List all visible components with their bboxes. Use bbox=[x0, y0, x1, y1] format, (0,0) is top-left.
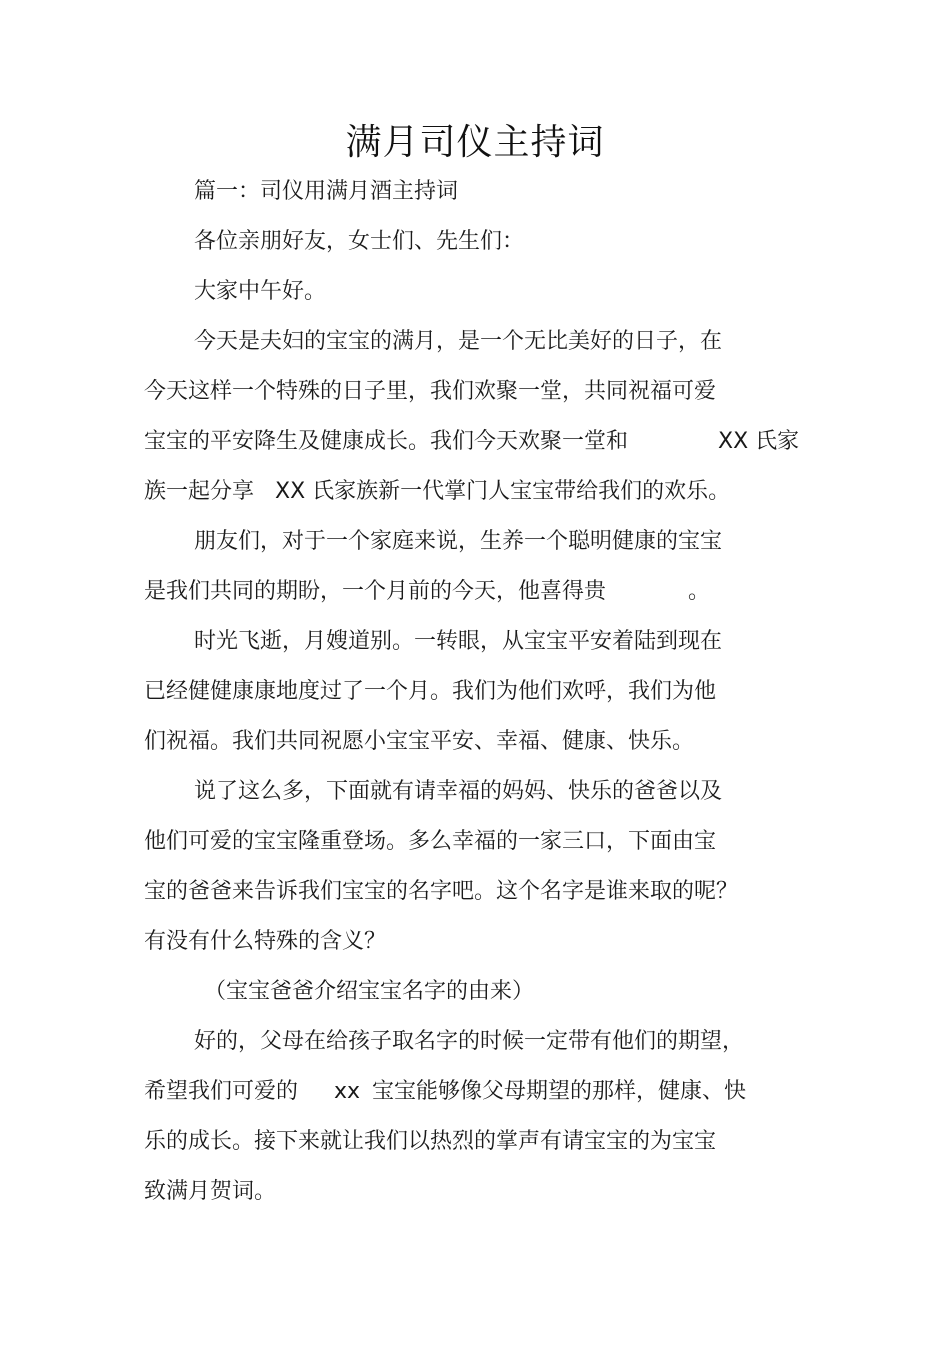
paragraph-line: 说了这么多，下面就有请幸福的妈妈、快乐的爸爸以及 bbox=[194, 779, 723, 804]
paragraph-line: 有没有什么特殊的含义？ bbox=[144, 929, 387, 954]
paragraph-line: 致满月贺词。 bbox=[144, 1179, 277, 1204]
paragraph-line: 已经健健康康地度过了一个月。我们为他们欢呼，我们为他 bbox=[144, 679, 717, 704]
paragraph-line-fragment: 。 bbox=[688, 579, 711, 604]
section-heading: 篇一：司仪用满月酒主持词 bbox=[194, 179, 459, 204]
paragraph-line-fragment: XX 氏家族新一代掌门人宝宝带给我们的欢乐。 bbox=[275, 479, 731, 504]
paragraph-line: 今天是夫妇的宝宝的满月，是一个无比美好的日子，在 bbox=[194, 329, 723, 354]
paragraph-line: 族一起分享 bbox=[144, 479, 255, 504]
paragraph-line: 是我们共同的期盼，一个月前的今天，他喜得贵 bbox=[144, 579, 607, 604]
paragraph-line: 他们可爱的宝宝隆重登场。多么幸福的一家三口，下面由宝 bbox=[144, 829, 717, 854]
paragraph-line-fragment: 宝宝能够像父母期望的那样，健康、快 bbox=[372, 1079, 747, 1104]
paragraph-line: 时光飞逝，月嫂道别。一转眼，从宝宝平安着陆到现在 bbox=[194, 629, 723, 654]
paragraph-line: 好的，父母在给孩子取名字的时候一定带有他们的期望， bbox=[194, 1029, 745, 1054]
paragraph-line: 今天这样一个特殊的日子里，我们欢聚一堂，共同祝福可爱 bbox=[144, 379, 717, 404]
paragraph-line: 乐的成长。接下来就让我们以热烈的掌声有请宝宝的为宝宝 bbox=[144, 1129, 717, 1154]
paragraph-line: 各位亲朋好友，女士们、先生们： bbox=[194, 229, 525, 254]
document-title: 满月司仪主持词 bbox=[345, 122, 605, 163]
stage-direction: （宝宝爸爸介绍宝宝名字的由来） bbox=[204, 979, 535, 1004]
paragraph-line: 宝宝的平安降生及健康成长。我们今天欢聚一堂和 bbox=[144, 429, 629, 454]
paragraph-line: 大家中午好。 bbox=[194, 279, 327, 304]
paragraph-line: 朋友们，对于一个家庭来说，生养一个聪明健康的宝宝 bbox=[194, 529, 723, 554]
paragraph-line: 宝的爸爸来告诉我们宝宝的名字吧。这个名字是谁来取的呢？ bbox=[144, 879, 739, 904]
paragraph-line-fragment: XX 氏家 bbox=[718, 429, 800, 454]
paragraph-line-fragment: xx bbox=[334, 1079, 361, 1104]
paragraph-line: 希望我们可爱的 bbox=[144, 1079, 299, 1104]
paragraph-line: 们祝福。我们共同祝愿小宝宝平安、幸福、健康、快乐。 bbox=[144, 729, 695, 754]
